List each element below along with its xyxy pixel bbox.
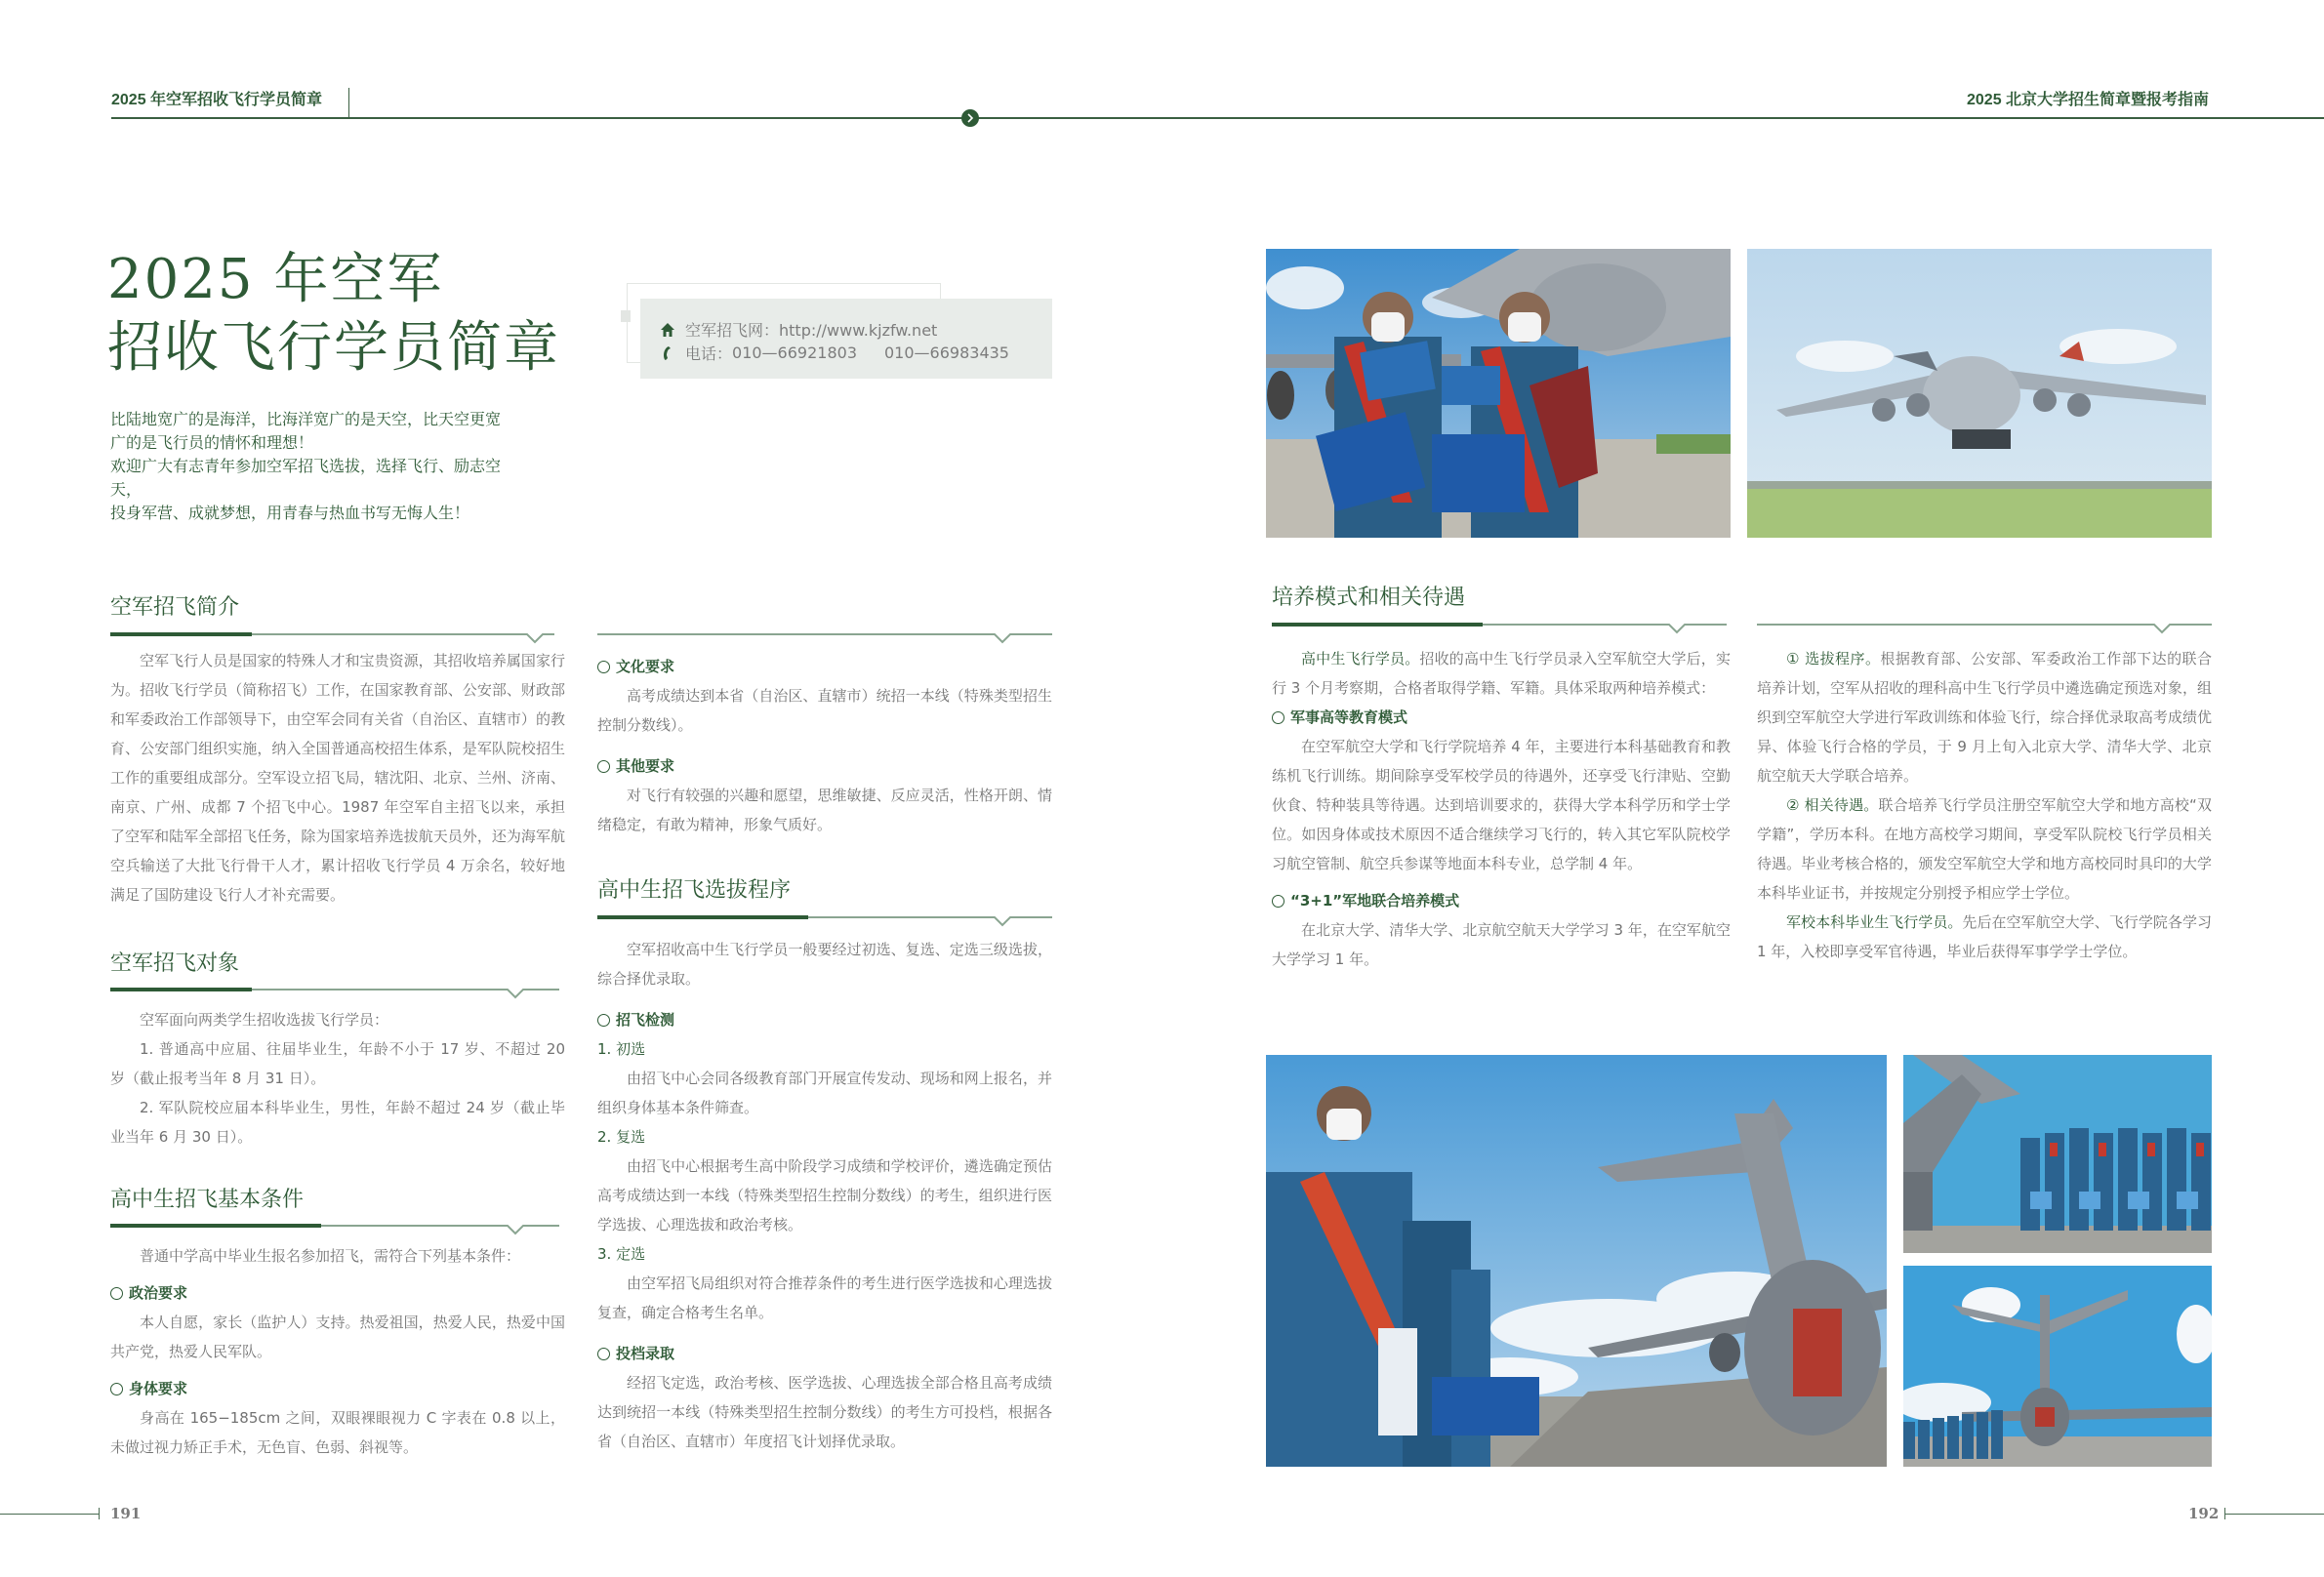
training-lead [1272,644,1731,703]
contact-website [660,318,937,341]
procedure-lead: 空军招收高中生飞行学员一般要经过初选、复选、定选三级选拔，综合择优录取。 [597,941,1052,988]
step-3-heading: 3. 定选 [597,1245,646,1263]
other-heading: 其他要求 [597,751,1052,781]
item3-text: 先后在空军航空大学、飞行学院各学习 1 年，入校即享受军官待遇，毕业后获得军事学学士学位。 [1757,913,2212,960]
section-title-conditions: 高中生招飞基本条件 [110,1188,305,1212]
political-text: 本人自愿，家长（监护人）支持。热爱祖国，热爱人民，热爱中国共产党，热爱人民军队。 [110,1314,565,1360]
procedure-text-block [597,935,1052,1456]
circle-bullet-icon [597,760,610,773]
admit-heading: 投档录取 [597,1339,1052,1368]
page-title [107,246,560,383]
training-lead-highlight: 高中生飞行学员。 [1301,650,1420,667]
chevron-down-icon [515,632,554,646]
contact-box-tab [621,310,631,322]
conditions-lead: 普通中学高中毕业生报名参加招飞，需符合下列基本条件： [140,1247,521,1265]
section-title-intro: 空军招飞简介 [110,595,240,620]
title-line-1: 2025 年空军 [107,248,444,311]
section-title-target: 空军招飞对象 [110,951,240,976]
intro-slogan [110,408,520,525]
website-text[interactable]: 空军招飞网：http://www.kjzfw.net [685,321,938,340]
step-2-heading: 2. 复选 [597,1128,646,1146]
step-2-text: 由招飞中心根据考生高中阶段学习成绩和学校评价，遴选确定预估高考成绩达到一本线（特殊类型招生控制分数线）的考生，组织进行医学选拔、心理选拔和政治考核。 [597,1157,1052,1233]
item3-highlight: 军校本科毕业生飞行学员。 [1786,913,1963,931]
item2-highlight: ② 相关待遇。 [1786,796,1879,814]
conditions-continued-block [597,652,1052,839]
left-running-title: 2025 年空军招收飞行学员简章 [111,92,323,108]
circle-bullet-icon [597,1348,610,1360]
section-rule-continued [597,632,1052,646]
circle-bullet-icon [1272,711,1284,724]
physical-heading: 身体要求 [110,1374,565,1403]
circle-bullet-icon [597,661,610,673]
section-rule [597,915,1052,929]
footer-rule-left [0,1514,99,1515]
intro-line-3: 欢迎广大有志青年参加空军招飞选拔，选择飞行、励志空天， [110,457,502,499]
mode2-heading: “3+1”军地联合培养模式 [1272,886,1731,915]
item3 [1757,908,2212,966]
detect-heading: 招飞检测 [597,1005,1052,1034]
political-heading: 政治要求 [110,1278,565,1308]
section-title-procedure: 高中生招飞选拔程序 [597,878,792,903]
intro-paragraph-block [110,646,565,910]
intro-line-4: 投身军营、成就梦想，用青春与热血书写无悔人生！ [110,504,470,522]
section-title-training: 培养模式和相关待遇 [1272,586,1466,610]
section-rule [110,1224,565,1237]
other-text: 对飞行有较强的兴趣和愿望，思维敏捷、反应灵活，性格开朗、情绪稳定，有敢为精神，形象气质好。 [597,787,1052,833]
home-icon [660,322,675,338]
phone-number-1[interactable]: 010—66921803 [732,344,857,362]
circle-bullet-icon [1272,895,1284,908]
target-lead: 空军面向两类学生招收选拔飞行学员： [140,1011,389,1029]
phone-number-2[interactable]: 010—66983435 [884,344,1009,362]
culture-heading: 文化要求 [597,652,1052,681]
conditions-text-block [110,1241,565,1462]
contact-phone [660,342,1009,364]
step-1-text: 由招飞中心会同各级教育部门开展宣传发动、现场和网上报名，并组织身体基本条件筛查。 [597,1070,1052,1116]
intro-line-1: 比陆地宽广的是海洋，比海洋宽广的是天空，比天空更宽 [110,410,502,428]
item1-highlight: ① 选拔程序。 [1786,650,1881,667]
item1-text: 根据教育部、公安部、军委政治工作部下达的联合培养计划，空军从招收的理科高中生飞行学员中遴选确定预选对象，组织到空军航空大学进行军政训练和体验飞行，综合择优录取高考成绩优异、体验飞行合格的学员，于 9 月上旬入北京大学、清华大学、北京航空航天大学联合培养。 [1757,650,2212,785]
page-number-right: 192 [2188,1505,2220,1522]
training-col2-block [1757,644,2212,966]
culture-text: 高考成绩达到本省（自治区、直辖市）统招一本线（特殊类型招生控制分数线）。 [597,687,1052,734]
step-3-text: 由空军招飞局组织对符合推荐条件的考生进行医学选拔和心理选拔复查，确定合格考生名单。 [597,1274,1052,1321]
circle-bullet-icon [110,1383,123,1395]
photo-cadet-with-sash [1266,1055,1887,1467]
right-running-title: 2025 北京大学招生简章暨报考指南 [1967,92,2210,108]
section-rule [110,632,565,646]
chevron-right-icon [961,109,979,127]
item2-text: 联合培养飞行学员注册空军航空大学和地方高校“双学籍”，学历本科。在地方高校学习期间，享受军队院校飞行学员相关待遇。毕业考核合格的，颁发空军航空大学和地方高校同时具印的大学本科毕业证书，并按规定分别授予相应学士学位。 [1757,796,2213,902]
mode1-text: 在空军航空大学和飞行学院培养 4 年，主要进行本科基础教育和教练机飞行训练。期间除享受军校学员的待遇外，还享受飞行津贴、空勤伙食、特种装具等待遇。达到培训要求的，获得大学本科学历和学士学位。如因身体或技术原因不适合继续学习飞行的，转入其它军队院校学习航空管制、航空兵参谋等地面本科专业，总学制 4 年。 [1272,738,1731,872]
section-rule [1272,623,1727,636]
photo-two-cadets [1266,249,1731,538]
intro-line-2: 广的是飞行员的情怀和理想！ [110,433,314,452]
title-line-2: 招收飞行学员简章 [107,316,560,380]
admit-text: 经招飞定选，政治考核、医学选拔、心理选拔全部合格且高考成绩达到统招一本线（特殊类型招生控制分数线）的考生方可投档，根据各省（自治区、直辖市）年度招飞计划择优录取。 [597,1374,1052,1450]
section-rule-continued [1757,623,2212,636]
circle-bullet-icon [110,1287,123,1300]
circle-bullet-icon [597,1014,610,1027]
intro-paragraph: 空军飞行人员是国家的特殊人才和宝贵资源，其招收培养属国家行为。招收飞行学员（简称招飞）工作，在国家教育部、公安部、财政部和军委政治工作部领导下，由空军会同有关省（自治区、直辖市）的教育、公安部门组织实施，纳入全国普通高校招生体系，是军队院校招生工作的重要组成部分。空军设立招飞局，辖沈阳、北京、兰州、济南、南京、广州、成都 7 个招飞中心。1987 年空军自主招飞以来，承担了空军和陆军全部招飞任务，除为国家培养选拔航天员外，还为海军航空兵输送了大批飞行骨干人才，累计招收飞行学员 4 万余名，较好地满足了国防建设飞行人才补充需要。 [110,652,565,904]
footer-tick-left [99,1508,100,1519]
phone-icon [660,345,675,361]
footer-rule-right [2224,1514,2324,1515]
phone-label: 电话： [685,344,733,363]
photo-plane-takeoff [1747,249,2212,538]
page-number-left: 191 [110,1505,142,1522]
mode2-text: 在北京大学、清华大学、北京航空航天大学学习 3 年，在空军航空大学学习 1 年。 [1272,921,1731,968]
header-divider [348,88,349,117]
photo-cadets-walking-to-plane [1903,1266,2212,1467]
training-col1-block [1272,644,1731,974]
training-lead-text: 招收的高中生飞行学员录入空军航空大学后，实行 3 个月考察期，合格者取得学籍、军籍。具体采取两种培养模式： [1272,650,1731,697]
section-rule [110,988,565,1001]
physical-text: 身高在 165−185cm 之间，双眼裸眼视力 C 字表在 0.8 以上，未做过视力矫正手术，无色盲、色弱、斜视等。 [110,1409,565,1456]
target-text-block [110,1005,565,1152]
target-item-1: 1. 普通高中应届、往届毕业生，年龄不小于 17 岁、不超过 20 岁（截止报考当年 8 月 31 日）。 [110,1040,565,1087]
contact-box [640,299,1052,379]
item1 [1757,644,2212,790]
step-1-heading: 1. 初选 [597,1040,646,1058]
target-item-2: 2. 军队院校应届本科毕业生，男性，年龄不超过 24 岁（截止毕业当年 6 月 30 日）。 [110,1099,565,1146]
item2 [1757,790,2212,908]
photo-cadets-under-tail [1903,1055,2212,1253]
header-rule [111,117,2324,119]
mode1-heading: 军事高等教育模式 [1272,703,1731,732]
